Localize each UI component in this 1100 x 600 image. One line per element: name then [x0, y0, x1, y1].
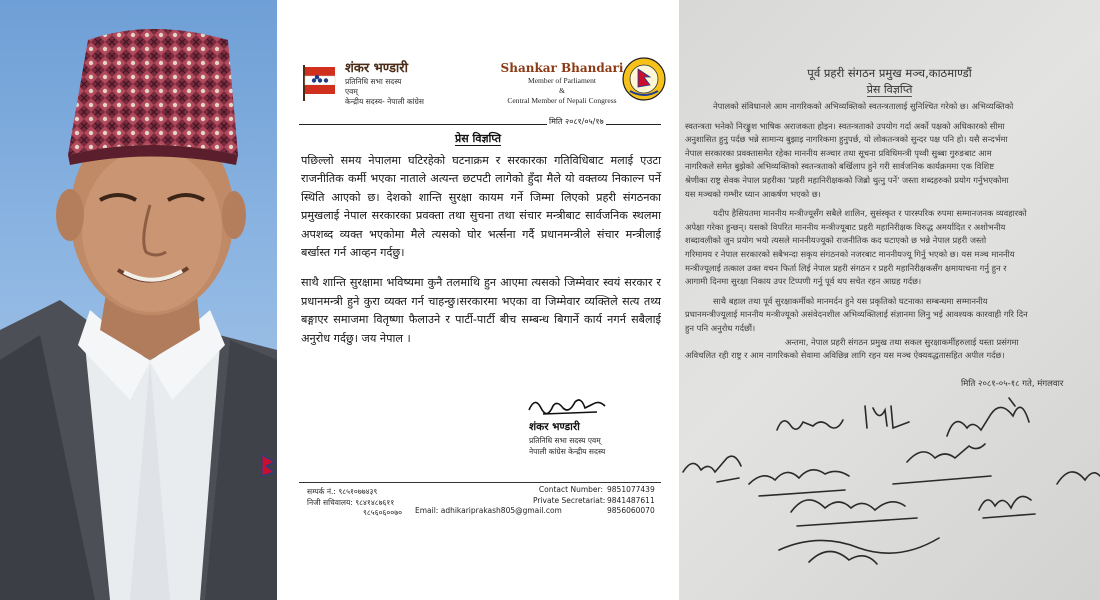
letterhead-right-line: Member of Parliament: [528, 76, 596, 85]
forum-line: आगामी दिनमा सुरक्षा निकाय उपर टिप्पणी गर्नु पूर्व थप सचेत रहन आग्रह गर्दछ।: [685, 276, 922, 287]
forum-line: नागरिकले समेत बुझेको अभिव्यक्तिको स्वतन्त्रताको बर्खिलाप हुने गरी सार्वजनिक कार्यक्रममा एक विशिष्ट: [685, 161, 995, 172]
forum-title: पूर्व प्रहरी संगठन प्रमुख मञ्च,काठमाण्डौं: [807, 66, 972, 80]
forum-date: मिति २०८१-०५-१८ गते, मंगलवार: [961, 379, 1064, 389]
letterhead-name-english: Shankar Bhandari: [500, 61, 624, 75]
forum-press-statement: [679, 0, 1100, 600]
header-rule: [299, 124, 661, 125]
handwritten-signatures: [679, 392, 1100, 600]
signatory-title: प्रतिनिधि सभा सदस्य एवम्: [529, 436, 601, 445]
press-release-body: [301, 152, 661, 360]
letterhead-left-line: एवम्: [345, 87, 358, 96]
footer-left-line: सम्पर्क नं.: ९८५१०७७४३९: [307, 487, 378, 496]
forum-line: स्वतन्त्रता भनेको निरङ्कुश भाषिक अराजकता होइन। स्वतन्त्रताको उपयोग गर्दा अर्काे पक्षको अधिकारको सीमा: [685, 120, 1005, 131]
forum-line: शब्दावलीको जुन प्रयोग भयो त्यसले माननीयज्यूको राजनीतिक कद घटाएको छ भन्ने नेपाल प्रहरी जस्तो: [685, 235, 987, 246]
footer-left-line: निजी सचिवालय: ९८४१४८७६११: [307, 497, 395, 507]
forum-line: अनुशासित हुनु पर्दछ भन्ने सामान्य बुझाइ नागरिकमा हुनुपर्छ, यो लोकतन्त्रको सुन्दर पक्ष पनि हो। यसै सन्दर्भमा: [685, 134, 1008, 145]
footer-left-line: ९८५६०६००७०: [363, 508, 402, 517]
secretariat-value: 9841487611: [607, 495, 655, 505]
forum-line: अविचलित रही राष्ट्र र आम नागरिकको सेवामा अविछिन्न लागि रहन यस मञ्च ऐक्यवद्धतासहित अपील गर्दछ।: [685, 350, 1005, 361]
forum-statement-body: [685, 100, 1100, 363]
footer-contact-english: [533, 485, 655, 517]
press-release-paragraph: पछिल्लो समय नेपालमा घटिरहेको घटनाक्रम र सरकारका गतिविधिबाट मलाई एउटा राजनीतिक कर्मी भएका नाताले अत्यन्त छटपटी लागेको हुँदा मैले यो वक्तव्य निकाल्न पर्ने स्थिति आएको छ। देशको शान्ति सुरक्षा कायम गर्ने जिम्मा लिएको प्रहरी संगठनका प्रमुखलाई नेपाल सरकारका प्रवक्ता तथा सुचना तथा संचार मन्त्रीबाट सार्वजनिक स्थलमा अपशब्द व्यक्त भएकोमा मैले त्यसको घोर भर्त्सना गर्दै प्रधानमन्त्रीले संचार मन्त्रीलाई बर्खास्त गर्न आव्हन गर्दछु।: [301, 154, 661, 260]
party-flag-icon: [301, 63, 339, 103]
footer-contact-nepali: [307, 487, 402, 519]
forum-subtitle-text: प्रेस विज्ञप्ति: [866, 83, 913, 96]
letterhead-left-line: केन्द्रीय सदस्य- नेपाली कांग्रेस: [345, 97, 424, 106]
forum-line: नेपाल सरकारका प्रवक्तासमेत रहेका माननीय सञ्चार तथा सूचना प्रविधिमन्त्री पृथ्वी सुब्बा गुरुङबाट आम: [685, 147, 992, 158]
forum-line: हुन पनि अनुरोध गर्दछौं।: [685, 322, 756, 333]
forum-subtitle: [679, 82, 1100, 97]
forum-line: साथै बहाल तथा पूर्व सुरक्षाकर्मीको मानमर्दन हुने यस प्रकृतिको घटनाका सम्बन्धमा सम्माननीय: [713, 295, 988, 306]
secretariat-value-2: 9856060070: [607, 506, 655, 515]
letterhead-left-line: प्रतिनिधि सभा सदस्य: [345, 77, 402, 86]
forum-line: मन्त्रीज्यूलाई तत्काल उक्त वचन फिर्ता लिई नेपाल प्रहरी संगठन र प्रहरी महानिरीक्षकसँग क्षमायाचना गर्नु हुन र: [685, 262, 1007, 273]
contact-label: Contact Number:: [538, 485, 603, 494]
forum-line: अपेक्षा गरेका हुन्छन्। यसको विपरित माननीय मन्त्रीज्यूबाट प्रहरी महानिरीक्षक विरुद्ध अमर्यादित र अशोभनीय: [685, 221, 1006, 232]
press-release-title: [279, 131, 677, 146]
contact-value: 9851077439: [607, 485, 655, 494]
portrait-photo: [0, 0, 277, 600]
forum-line: गरिमामय र नेपाल सरकारको सबैभन्दा सकृय संगठनको नजरबाट माननीयज्यू गिर्नु भएको छ। यस मञ्च माननीय: [685, 248, 1015, 259]
signatory-title: नेपाली कांग्रेस केन्द्रीय सदस्य: [529, 447, 606, 456]
portrait-illustration: [0, 0, 277, 600]
parliament-emblem-icon: [622, 57, 666, 101]
signatory-name: शंकर भण्डारी: [529, 421, 580, 433]
footer-rule: [299, 482, 661, 483]
press-release-letter: [279, 0, 677, 600]
forum-line: यस मञ्चको गम्भीर ध्यान आकर्षण भएको छ।: [685, 188, 821, 199]
letterhead-name-nepali: शंकर भण्डारी: [345, 61, 408, 76]
press-release-title-text: प्रेस विज्ञप्ति: [454, 132, 502, 145]
forum-line: यदीप हैसियतमा माननीय मन्त्रीज्यूसँग सबैले शालिन, सुसंस्कृत र पारस्परिक रुपमा सम्मानजनक व्यवहारको: [713, 208, 1027, 219]
footer-email[interactable]: Email: adhikariprakash805@gmail.com: [415, 506, 562, 515]
press-release-paragraph: साथै शान्ति सुरक्षामा भविष्यमा कुनै तलमाथि हुन आएमा त्यसको जिम्मेवार स्वयं सरकार र प्रधानमन्त्री हुने कुरा व्यक्त गर्न चाहन्छु।सरकारमा भएका वा जिम्मेवार व्यक्तिले सत्य तथ्य बङ्गाएर समाजमा वितृष्णा फैलाउने र पार्टी-पार्टी बीच सम्बन्ध बिगार्ने कार्य नगर्न सबैलाई अनुरोध गर्दछु। जय नेपाल ।: [301, 276, 661, 345]
letter-date: मिति २०८१/०५/१७: [549, 117, 604, 126]
letterhead-right-line: Central Member of Nepali Congress: [507, 96, 617, 105]
forum-line: अन्तमा, नेपाल प्रहरी संगठन प्रमुख तथा सकल सुरक्षाकर्मीहरुलाई यस्ता प्रसंगमा: [785, 336, 1019, 347]
letterhead-right-line: &: [559, 86, 565, 95]
forum-line: प्रधानमन्त्रीज्यूलाई माननीय मन्त्रीज्यूको असंवेदनशील अभिव्यक्तिलाई संज्ञानमा लिनु भई आवश्यक कारवाही गरि दिन: [685, 309, 1028, 320]
secretariat-label: Private Secretariat:: [533, 495, 606, 505]
letterhead-left: [345, 60, 495, 107]
letterhead-right: [497, 60, 627, 106]
handwritten-signature: [523, 392, 623, 420]
forum-line: नेपालको संविधानले आम नागरिकको अभिव्यक्तिको स्वतन्त्रतालाई सुनिश्चित गरेको छ। अभिव्यक्तिको: [713, 101, 1014, 111]
forum-line: श्रेणीका राष्ट्र सेवक नेपाल प्रहरीका 'प्रहरी महानिरीक्षकको जिब्रो थुत्नु पर्ने' जस्ता शब्दहरुको प्रयोग गर्नुभएकोमा: [685, 174, 1009, 185]
